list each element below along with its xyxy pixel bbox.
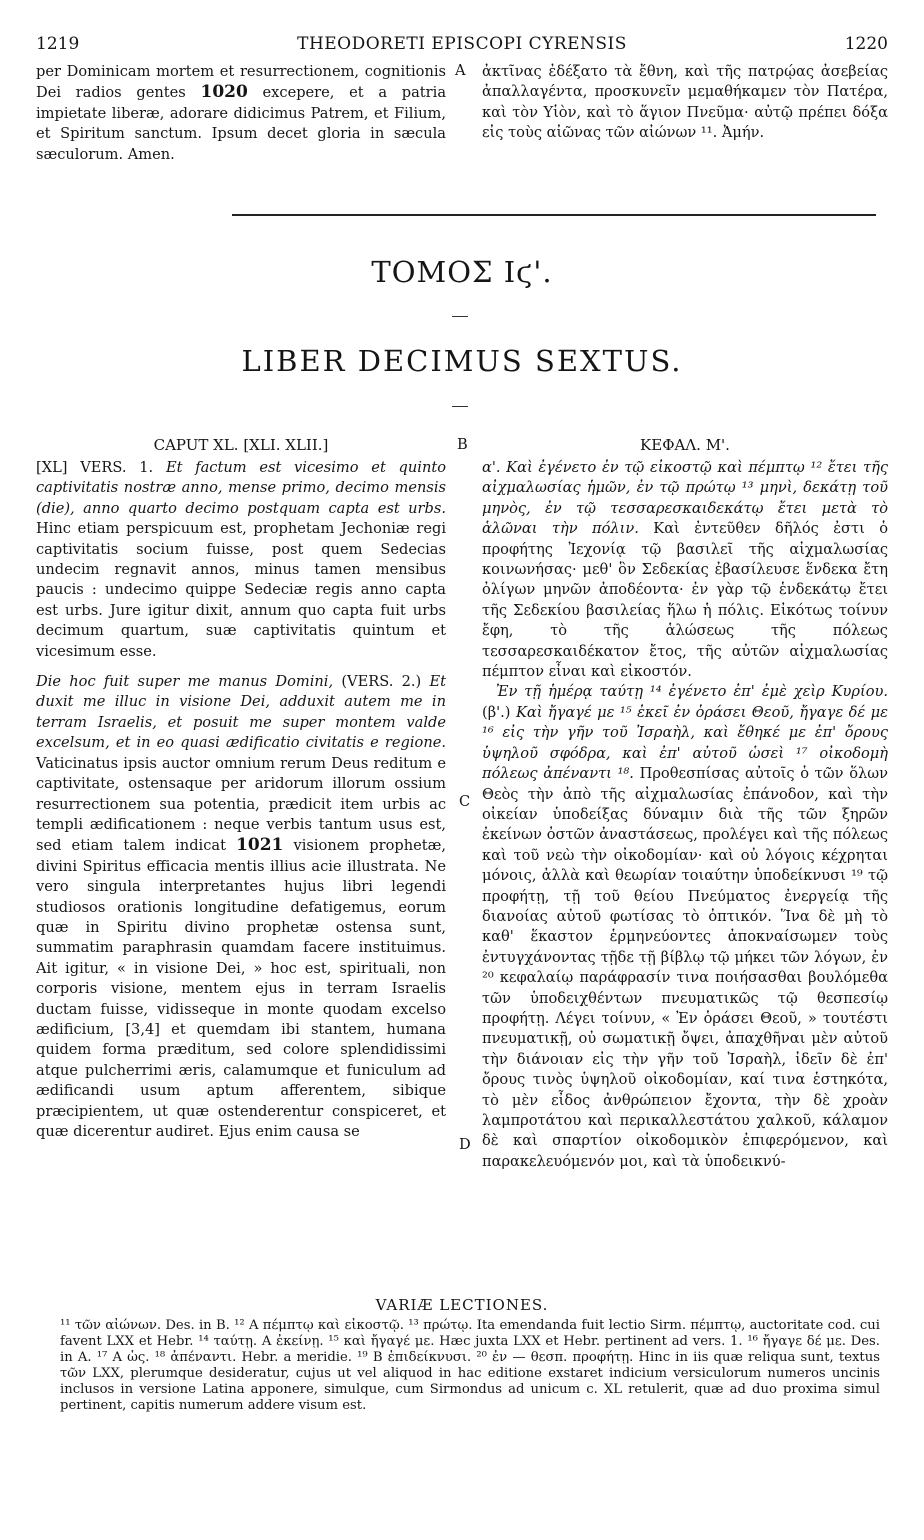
section-divider: [232, 214, 876, 216]
marker-c: C: [459, 793, 471, 810]
running-header: [36, 34, 888, 58]
tomos-title: ΤΟΜΟΣ Ιϛ'.: [371, 255, 553, 289]
latin-commentary-2a: Vaticinatus ipsis auctor omnium rerum Deus reditum e captivitate, ostensaque per aridorum illorum ossium resurrectionem sua potentia, prædicit item urbis ac templi ædificationem : neque verbis tantum usus est, sed etiam talem indicat: [36, 754, 446, 855]
greek-verse-2-label: (β'.): [482, 703, 511, 721]
variae-lectiones-title: VARIÆ LECTIONES.: [375, 1296, 549, 1314]
greek-top-text: [482, 62, 888, 144]
title-dash-1: [452, 316, 468, 317]
greek-verse-2b: Καὶ ἤγαγέ με ¹⁵ ἐκεῖ ἐν ὁράσει Θεοῦ, ἤγαγε δέ με ¹⁶ εἰς τὴν γῆν τοῦ Ἰσραὴλ, καὶ ἔθηκέ με ἐπ' ὄρους ὑψηλοῦ σφόδρα, καὶ ἐπ' αὐτοῦ ὡσεὶ ¹⁷ οἰκοδομὴ πόλεως ἀπέναντι ¹⁸.: [482, 703, 889, 783]
marker-b: B: [457, 436, 468, 453]
title-dash-2: [452, 406, 468, 407]
marker-d: D: [459, 1136, 471, 1153]
latin-paragraph-1: [36, 458, 446, 662]
column-number-1021: 1021: [236, 835, 284, 856]
greek-chapter-heading: ΚΕΦΑΛ. Μ'.: [640, 436, 730, 454]
variae-lectiones-notes: ¹¹ τῶν αἰώνων. Des. in B. ¹² A πέμπτῳ καὶ εἰκοστῷ. ¹³ πρώτῳ. Ita emendanda fuit lectio Sirm. πέμπτῳ, auctoritate cod. cui favent LXX et Hebr. ¹⁴ ταύτῃ. A ἐκείνῃ. ¹⁵ καὶ ἤγαγέ με. Hæc juxta LXX et Hebr. pertinent ad vers. 1. ¹⁶ ἤγαγε δέ με. Des. in A. ¹⁷ A ὡς. ¹⁸ ἀπέναντι. Hebr. a meridie. ¹⁹ B ἐπιδείκνυσι. ²⁰ ἐν — θεσπ. προφήτῃ. Hinc in iis quæ reliqua sunt, textus τῶν LXX, plerumque desideratur, cujus ut vel aliquod in hac editione exstaret indicium versiculorum numeros uncinis inclusos in versione Latina apponere, simulque, cum Sirmondus ad unicum c. XL retulerit, quæ ad duo proxima simul pertinent, capitis numerum addere visum est.: [60, 1318, 880, 1413]
greek-column: [482, 458, 888, 1172]
latin-verse-2a: Die hoc fuit super me manus Domini,: [36, 673, 334, 691]
latin-commentary-2b: visionem prophetæ, divini Spiritus efficacia mentis illius acie illustrata. Ne vero singula interpretantes hujus libri legendi studiosos orationis longitudine defatigemus, eorum quæ in Spiritu divino prophetæ ostensa sunt, summatim paraphrasin quamdam facere instituimus. Ait igitur, « in visione Dei, » hoc est, spirituali, non corporis visione, mentem ejus in terram Israelis ductam fuisse, vidisseque in monte quodam excelso ædificium, [3,4] et quemdam ibi stantem, humana quidem forma præditum, sed colore splendidissimi atque pulcherrimi æris, calamumque et funiculum ad ædificandi usum aptum afferentem, sibique præcipientem, ut quæ ostenderentur conspiceret, et quæ dicerentur audiret. Ejus enim causa se: [36, 837, 447, 1140]
page-number-right: 1220: [844, 34, 888, 54]
latin-paragraph-2: [36, 672, 446, 1142]
latin-commentary-1: Hinc etiam perspicuum est, prophetam Jechoniæ regi captivitatis socium fuisse, post quem Sedecias undecim regnavit annos, minus tamen mensibus paucis : undecimo quippe Sedeciæ regis anno capta est urbs. Jure igitur dixit, annum quo capta fuit urbs decimum quartum, suæ captivitatis quintum et vicesimum esse.: [36, 520, 446, 660]
greek-commentary-1: Καὶ ἐντεῦθεν δῆλός ἐστι ὁ προφήτης Ἰεχονίᾳ τῷ βασιλεῖ τῆς αἰχμαλωσίας κοινωνήσας· μεθ' ὃν Σεδεκίας ἐβασίλευσε ἕνδεκα ἔτη ὀλίγων μηνῶν ἀποδέοντα· ἐν γὰρ τῷ ἑνδεκάτῳ ἔτει τῆς Σεδεκίου βασιλείας ἥλω ἡ πόλις. Εἰκότως τοίνυν ἔφη, τὸ τῆς ἁλώσεως τῆς πόλεως τεσσαρεσκαιδέκατον ἔτος, τῆς αὐτῶν αἰχμαλωσίας πέμπτον εἶναι καὶ εἰκοστόν.: [482, 520, 889, 681]
greek-paragraph-2: [482, 682, 888, 1172]
latin-verse-1-label: [XL] VERS. 1.: [36, 459, 154, 476]
greek-paragraph-1: [482, 458, 888, 682]
latin-top-b: excepere, et a patria impietate liberæ, adorare didicimus Patrem, et Filium, et Spiritum sanctum. Ipsum decet gloria in sæcula sæculorum. Amen.: [36, 84, 447, 163]
latin-verse-2b: Et duxit me illuc in visione Dei, adduxit autem me in terram Israelis, et posuit me super montem valde excelsum, et in eo quasi ædificatio civitatis e regione.: [36, 673, 447, 752]
latin-top-a: per Dominicam mortem et resurrectionem, cognitionis Dei radios gentes: [36, 63, 446, 102]
latin-top-text: [36, 62, 446, 165]
greek-verse-2a: Ἐν τῇ ἡμέρᾳ ταύτῃ ¹⁴ ἐγένετο ἐπ' ἐμὲ χεὶρ Κυρίου.: [496, 683, 888, 701]
running-title: THEODORETI EPISCOPI CYRENSIS: [297, 34, 627, 54]
column-number-1020: 1020: [200, 82, 248, 103]
greek-commentary-2: Προθεσπίσας αὐτοῖς ὁ τῶν ὅλων Θεὸς τὴν ἀπὸ τῆς αἰχμαλωσίας ἐπάνοδον, καὶ τὴν οἰκείαν ὑποδείξας δύναμιν διὰ τῆς τῶν ξηρῶν ἐκείνων ὀστῶν ἀναστάσεως, προλέγει καὶ τῆς πόλεως καὶ τοῦ νεὼ τὴν οἰκοδομίαν· καὶ οὐ λόγοις κέχρηται μόνοις, ἀλλὰ καὶ θεωρίαν τοιαύτην ὑποδείκνυσι ¹⁹ τῷ προφήτῃ, τῇ τοῦ θείου Πνεύματος ἐνεργείᾳ τῆς διανοίας αὐτοῦ φωτίσας τὸ ὀπτικόν. Ἵνα δὲ μὴ τὸ καθ' ἕκαστον ἑρμηνεύοντες ἀποκναίσωμεν τοὺς ἐντυγχάνοντας τῇδε τῇ βίβλῳ τῷ μήκει τῶν λόγων, ἐν ²⁰ κεφαλαίῳ παράφρασίν τινα ποιήσασθαι βουλόμεθα τῶν ὑποδειχθέντων πνευματικῶς τῷ θεσπεσίῳ προφήτῃ. Λέγει τοίνυν, « Ἐν ὁράσει Θεοῦ, » τουτέστι πνευματικῇ, οὐ σωματικῇ ὄψει, ἀπαχθῆναι μὲν αὐτοῦ τὴν διάνοιαν εἰς τὴν γῆν τοῦ Ἰσραὴλ, ἰδεῖν δὲ ἐπ' ὄρους τινὸς ὑψηλοῦ οἰκοδομίαν, καί τινα ἑστηκότα, τὸ μὲν εἶδος ἀνθρώπειον ἔχοντα, τὴν δὲ χροὰν λαμπροτάτου καὶ περικαλλεστάτου χαλκοῦ, κάλαμον δὲ καὶ σπαρτίον οἰκοδομικὸν ἐπιφερόμενον, καὶ παρακελευόμενόν μοι, καὶ τὰ ὑποδεικνύ-: [482, 765, 889, 1170]
latin-chapter-heading: CAPUT XL. [XLI. XLII.]: [153, 436, 329, 454]
greek-top-paragraph: ἀκτῖνας ἐδέξατο τὰ ἔθνη, καὶ τῆς πατρῴας ἀσεβείας ἀπαλλαγέντα, προσκυνεῖν μεμαθήκαμεν τὸν Πατέρα, καὶ τὸν Υἱὸν, καὶ τὸ ἅγιον Πνεῦμα· αὐτῷ πρέπει δόξα εἰς τοὺς αἰῶνας τῶν αἰώνων ¹¹. Ἀμήν.: [482, 63, 888, 142]
liber-title: LIBER DECIMUS SEXTUS.: [241, 344, 683, 378]
marker-a: A: [455, 62, 466, 79]
latin-column: [36, 458, 446, 1142]
greek-verse-1: α'. Καὶ ἐγένετο ἐν τῷ εἰκοστῷ καὶ πέμπτῳ ¹² ἔτει τῆς αἰχμαλωσίας ἡμῶν, ἐν τῷ πρώτῳ ¹³ μηνὶ, δεκάτῃ τοῦ μηνὸς, ἐν τῷ τεσσαρεσκαιδεκάτῳ ἔτει μετὰ τὸ ἁλῶναι τὴν πόλιν.: [482, 459, 888, 538]
page-number-left: 1219: [36, 34, 80, 54]
latin-verse-2-label: (VERS. 2.): [341, 673, 422, 691]
latin-verse-1-text: Et factum est vicesimo et quinto captivitatis nostræ anno, mense primo, decimo mensis (die), anno quarto decimo postquam capta est urbs.: [36, 459, 447, 517]
